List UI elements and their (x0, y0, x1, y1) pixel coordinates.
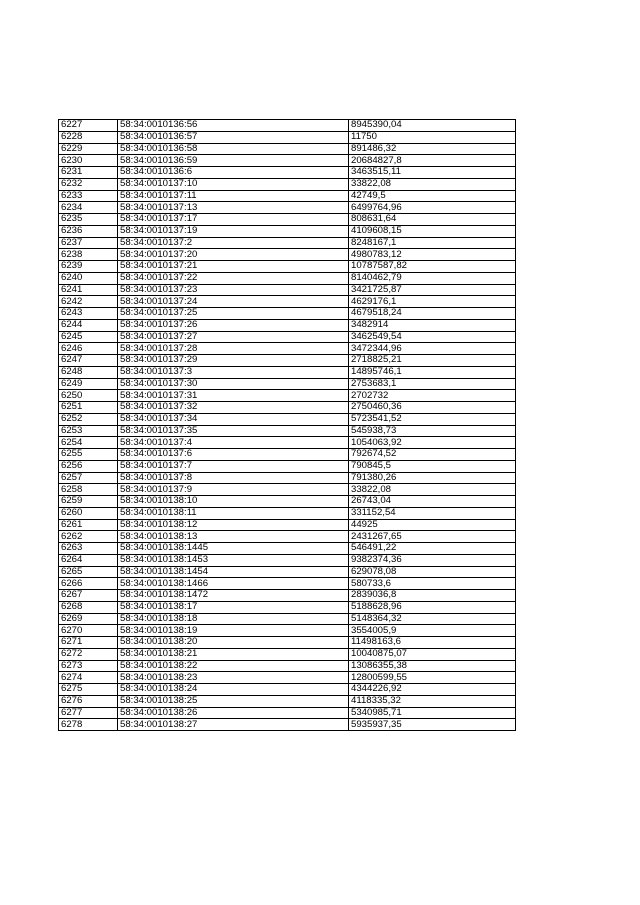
cadastral-number-cell: 58:34:0010137:8 (118, 472, 349, 484)
row-number-cell: 6269 (59, 613, 118, 625)
row-number-cell: 6227 (59, 120, 118, 132)
row-number-cell: 6264 (59, 554, 118, 566)
value-cell: 4109608,15 (349, 225, 516, 237)
row-number-cell: 6233 (59, 190, 118, 202)
value-cell: 891486,32 (349, 143, 516, 155)
value-cell: 33822,08 (349, 484, 516, 496)
table-row (59, 319, 516, 331)
row-number-cell: 6229 (59, 143, 118, 155)
table-row (59, 719, 516, 731)
cadastral-number-cell: 58:34:0010138:12 (118, 519, 349, 531)
cadastral-number-cell: 58:34:0010137:20 (118, 249, 349, 261)
cadastral-number-cell: 58:34:0010137:22 (118, 272, 349, 284)
row-number-cell: 6252 (59, 413, 118, 425)
cadastral-number-cell: 58:34:0010138:1472 (118, 590, 349, 602)
value-cell: 331152,54 (349, 507, 516, 519)
value-cell: 5188628,96 (349, 601, 516, 613)
cadastral-number-cell: 58:34:0010137:13 (118, 202, 349, 214)
table-row (59, 413, 516, 425)
row-number-cell: 6244 (59, 319, 118, 331)
row-number-cell: 6242 (59, 296, 118, 308)
row-number-cell: 6251 (59, 402, 118, 414)
row-number-cell: 6232 (59, 178, 118, 190)
value-cell: 10040875,07 (349, 648, 516, 660)
table-body (59, 120, 516, 731)
cadastral-number-cell: 58:34:0010138:1445 (118, 543, 349, 555)
row-number-cell: 6266 (59, 578, 118, 590)
table-row (59, 272, 516, 284)
cadastral-number-cell: 58:34:0010138:11 (118, 507, 349, 519)
row-number-cell: 6228 (59, 131, 118, 143)
row-number-cell: 6248 (59, 366, 118, 378)
value-cell: 2702732 (349, 390, 516, 402)
row-number-cell: 6276 (59, 695, 118, 707)
table-row (59, 660, 516, 672)
value-cell: 5723541,52 (349, 413, 516, 425)
cadastral-number-cell: 58:34:0010137:24 (118, 296, 349, 308)
cadastral-number-cell: 58:34:0010138:20 (118, 637, 349, 649)
cadastral-number-cell: 58:34:0010138:19 (118, 625, 349, 637)
table-row (59, 496, 516, 508)
cadastral-number-cell: 58:34:0010137:25 (118, 308, 349, 320)
cadastral-number-cell: 58:34:0010138:24 (118, 684, 349, 696)
value-cell: 3472344,96 (349, 343, 516, 355)
table-row (59, 366, 516, 378)
value-cell: 4679518,24 (349, 308, 516, 320)
value-cell: 4629176,1 (349, 296, 516, 308)
cadastral-number-cell: 58:34:0010137:28 (118, 343, 349, 355)
cadastral-number-cell: 58:34:0010137:35 (118, 425, 349, 437)
value-cell: 791380,26 (349, 472, 516, 484)
cadastral-number-cell: 58:34:0010137:10 (118, 178, 349, 190)
cadastral-number-cell: 58:34:0010138:22 (118, 660, 349, 672)
cadastral-number-cell: 58:34:0010137:21 (118, 261, 349, 273)
value-cell: 9382374,36 (349, 554, 516, 566)
cadastral-number-cell: 58:34:0010137:9 (118, 484, 349, 496)
table-row (59, 390, 516, 402)
cadastral-number-cell: 58:34:0010137:17 (118, 214, 349, 226)
table-row (59, 202, 516, 214)
cadastral-number-cell: 58:34:0010138:1466 (118, 578, 349, 590)
table-row (59, 249, 516, 261)
table-row (59, 449, 516, 461)
table-row (59, 308, 516, 320)
cadastral-number-cell: 58:34:0010136:58 (118, 143, 349, 155)
value-cell: 3482914 (349, 319, 516, 331)
value-cell: 44925 (349, 519, 516, 531)
value-cell: 8248167,1 (349, 237, 516, 249)
table-row (59, 225, 516, 237)
cadastral-number-cell: 58:34:0010138:10 (118, 496, 349, 508)
table-row (59, 519, 516, 531)
cadastral-number-cell: 58:34:0010137:6 (118, 449, 349, 461)
row-number-cell: 6235 (59, 214, 118, 226)
row-number-cell: 6260 (59, 507, 118, 519)
table-row (59, 460, 516, 472)
value-cell: 11750 (349, 131, 516, 143)
value-cell: 3462549,54 (349, 331, 516, 343)
table-row (59, 578, 516, 590)
cadastral-number-cell: 58:34:0010138:27 (118, 719, 349, 731)
value-cell: 5935937,35 (349, 719, 516, 731)
value-cell: 2718825,21 (349, 355, 516, 367)
data-table (58, 119, 516, 731)
row-number-cell: 6238 (59, 249, 118, 261)
row-number-cell: 6234 (59, 202, 118, 214)
value-cell: 4980783,12 (349, 249, 516, 261)
value-cell: 2839036,8 (349, 590, 516, 602)
table-row (59, 120, 516, 132)
value-cell: 20684827,8 (349, 155, 516, 167)
row-number-cell: 6277 (59, 707, 118, 719)
table-row (59, 531, 516, 543)
table-row (59, 178, 516, 190)
row-number-cell: 6240 (59, 272, 118, 284)
value-cell: 10787587,82 (349, 261, 516, 273)
cadastral-number-cell: 58:34:0010138:17 (118, 601, 349, 613)
table-row (59, 237, 516, 249)
cadastral-number-cell: 58:34:0010137:11 (118, 190, 349, 202)
table-row (59, 472, 516, 484)
value-cell: 546491,22 (349, 543, 516, 555)
value-cell: 2431267,65 (349, 531, 516, 543)
table-row (59, 190, 516, 202)
table-row (59, 507, 516, 519)
table-row (59, 543, 516, 555)
table-row (59, 684, 516, 696)
value-cell: 3463515,11 (349, 167, 516, 179)
value-cell: 5148364,32 (349, 613, 516, 625)
table-row (59, 296, 516, 308)
cadastral-number-cell: 58:34:0010137:19 (118, 225, 349, 237)
table-row (59, 566, 516, 578)
table-row (59, 613, 516, 625)
table-row (59, 425, 516, 437)
row-number-cell: 6237 (59, 237, 118, 249)
cadastral-number-cell: 58:34:0010137:31 (118, 390, 349, 402)
value-cell: 6499764,96 (349, 202, 516, 214)
row-number-cell: 6275 (59, 684, 118, 696)
row-number-cell: 6249 (59, 378, 118, 390)
row-number-cell: 6270 (59, 625, 118, 637)
cadastral-number-cell: 58:34:0010138:13 (118, 531, 349, 543)
row-number-cell: 6253 (59, 425, 118, 437)
table-row (59, 155, 516, 167)
table-row (59, 355, 516, 367)
table-row (59, 214, 516, 226)
table-row (59, 343, 516, 355)
row-number-cell: 6256 (59, 460, 118, 472)
row-number-cell: 6268 (59, 601, 118, 613)
row-number-cell: 6246 (59, 343, 118, 355)
row-number-cell: 6265 (59, 566, 118, 578)
table-row (59, 284, 516, 296)
cadastral-number-cell: 58:34:0010136:6 (118, 167, 349, 179)
row-number-cell: 6263 (59, 543, 118, 555)
row-number-cell: 6247 (59, 355, 118, 367)
row-number-cell: 6250 (59, 390, 118, 402)
cadastral-number-cell: 58:34:0010137:26 (118, 319, 349, 331)
value-cell: 4344226,92 (349, 684, 516, 696)
row-number-cell: 6271 (59, 637, 118, 649)
value-cell: 42749,5 (349, 190, 516, 202)
value-cell: 33822,08 (349, 178, 516, 190)
value-cell: 12800599,55 (349, 672, 516, 684)
cadastral-number-cell: 58:34:0010138:26 (118, 707, 349, 719)
table-row (59, 625, 516, 637)
row-number-cell: 6236 (59, 225, 118, 237)
table-row (59, 378, 516, 390)
value-cell: 11498163,6 (349, 637, 516, 649)
value-cell: 5340985,71 (349, 707, 516, 719)
value-cell: 8140462,79 (349, 272, 516, 284)
value-cell: 792674,52 (349, 449, 516, 461)
cadastral-number-cell: 58:34:0010137:32 (118, 402, 349, 414)
value-cell: 4118335,32 (349, 695, 516, 707)
row-number-cell: 6278 (59, 719, 118, 731)
table-row (59, 554, 516, 566)
value-cell: 13086355,38 (349, 660, 516, 672)
table-row (59, 707, 516, 719)
table-row (59, 695, 516, 707)
value-cell: 790845,5 (349, 460, 516, 472)
cadastral-number-cell: 58:34:0010138:23 (118, 672, 349, 684)
cadastral-number-cell: 58:34:0010137:23 (118, 284, 349, 296)
row-number-cell: 6241 (59, 284, 118, 296)
table-row (59, 648, 516, 660)
table-row (59, 167, 516, 179)
value-cell: 2750460,36 (349, 402, 516, 414)
row-number-cell: 6261 (59, 519, 118, 531)
table-row (59, 131, 516, 143)
cadastral-number-cell: 58:34:0010137:29 (118, 355, 349, 367)
table-row (59, 261, 516, 273)
row-number-cell: 6258 (59, 484, 118, 496)
value-cell: 1054063,92 (349, 437, 516, 449)
row-number-cell: 6239 (59, 261, 118, 273)
value-cell: 808631,64 (349, 214, 516, 226)
cadastral-number-cell: 58:34:0010137:4 (118, 437, 349, 449)
row-number-cell: 6230 (59, 155, 118, 167)
cadastral-number-cell: 58:34:0010137:2 (118, 237, 349, 249)
cadastral-number-cell: 58:34:0010138:25 (118, 695, 349, 707)
row-number-cell: 6254 (59, 437, 118, 449)
value-cell: 8945390,04 (349, 120, 516, 132)
value-cell: 3554005,9 (349, 625, 516, 637)
row-number-cell: 6272 (59, 648, 118, 660)
table-row (59, 402, 516, 414)
row-number-cell: 6262 (59, 531, 118, 543)
row-number-cell: 6231 (59, 167, 118, 179)
cadastral-number-cell: 58:34:0010138:1453 (118, 554, 349, 566)
value-cell: 14895746,1 (349, 366, 516, 378)
value-cell: 3421725,87 (349, 284, 516, 296)
table-row (59, 143, 516, 155)
row-number-cell: 6257 (59, 472, 118, 484)
cadastral-number-cell: 58:34:0010136:59 (118, 155, 349, 167)
row-number-cell: 6267 (59, 590, 118, 602)
table-row (59, 601, 516, 613)
cadastral-number-cell: 58:34:0010136:56 (118, 120, 349, 132)
table-row (59, 637, 516, 649)
value-cell: 545938,73 (349, 425, 516, 437)
row-number-cell: 6259 (59, 496, 118, 508)
cadastral-number-cell: 58:34:0010138:18 (118, 613, 349, 625)
value-cell: 580733,6 (349, 578, 516, 590)
table-row (59, 590, 516, 602)
table-row (59, 437, 516, 449)
cadastral-number-cell: 58:34:0010138:21 (118, 648, 349, 660)
cadastral-number-cell: 58:34:0010137:30 (118, 378, 349, 390)
cadastral-number-cell: 58:34:0010137:27 (118, 331, 349, 343)
row-number-cell: 6255 (59, 449, 118, 461)
value-cell: 26743,04 (349, 496, 516, 508)
cadastral-number-cell: 58:34:0010137:34 (118, 413, 349, 425)
cadastral-number-cell: 58:34:0010137:3 (118, 366, 349, 378)
row-number-cell: 6245 (59, 331, 118, 343)
table-row (59, 672, 516, 684)
row-number-cell: 6274 (59, 672, 118, 684)
cadastral-number-cell: 58:34:0010137:7 (118, 460, 349, 472)
row-number-cell: 6243 (59, 308, 118, 320)
value-cell: 2753683,1 (349, 378, 516, 390)
value-cell: 629078,08 (349, 566, 516, 578)
cadastral-number-cell: 58:34:0010138:1454 (118, 566, 349, 578)
row-number-cell: 6273 (59, 660, 118, 672)
cadastral-number-cell: 58:34:0010136:57 (118, 131, 349, 143)
table-row (59, 331, 516, 343)
table-row (59, 484, 516, 496)
